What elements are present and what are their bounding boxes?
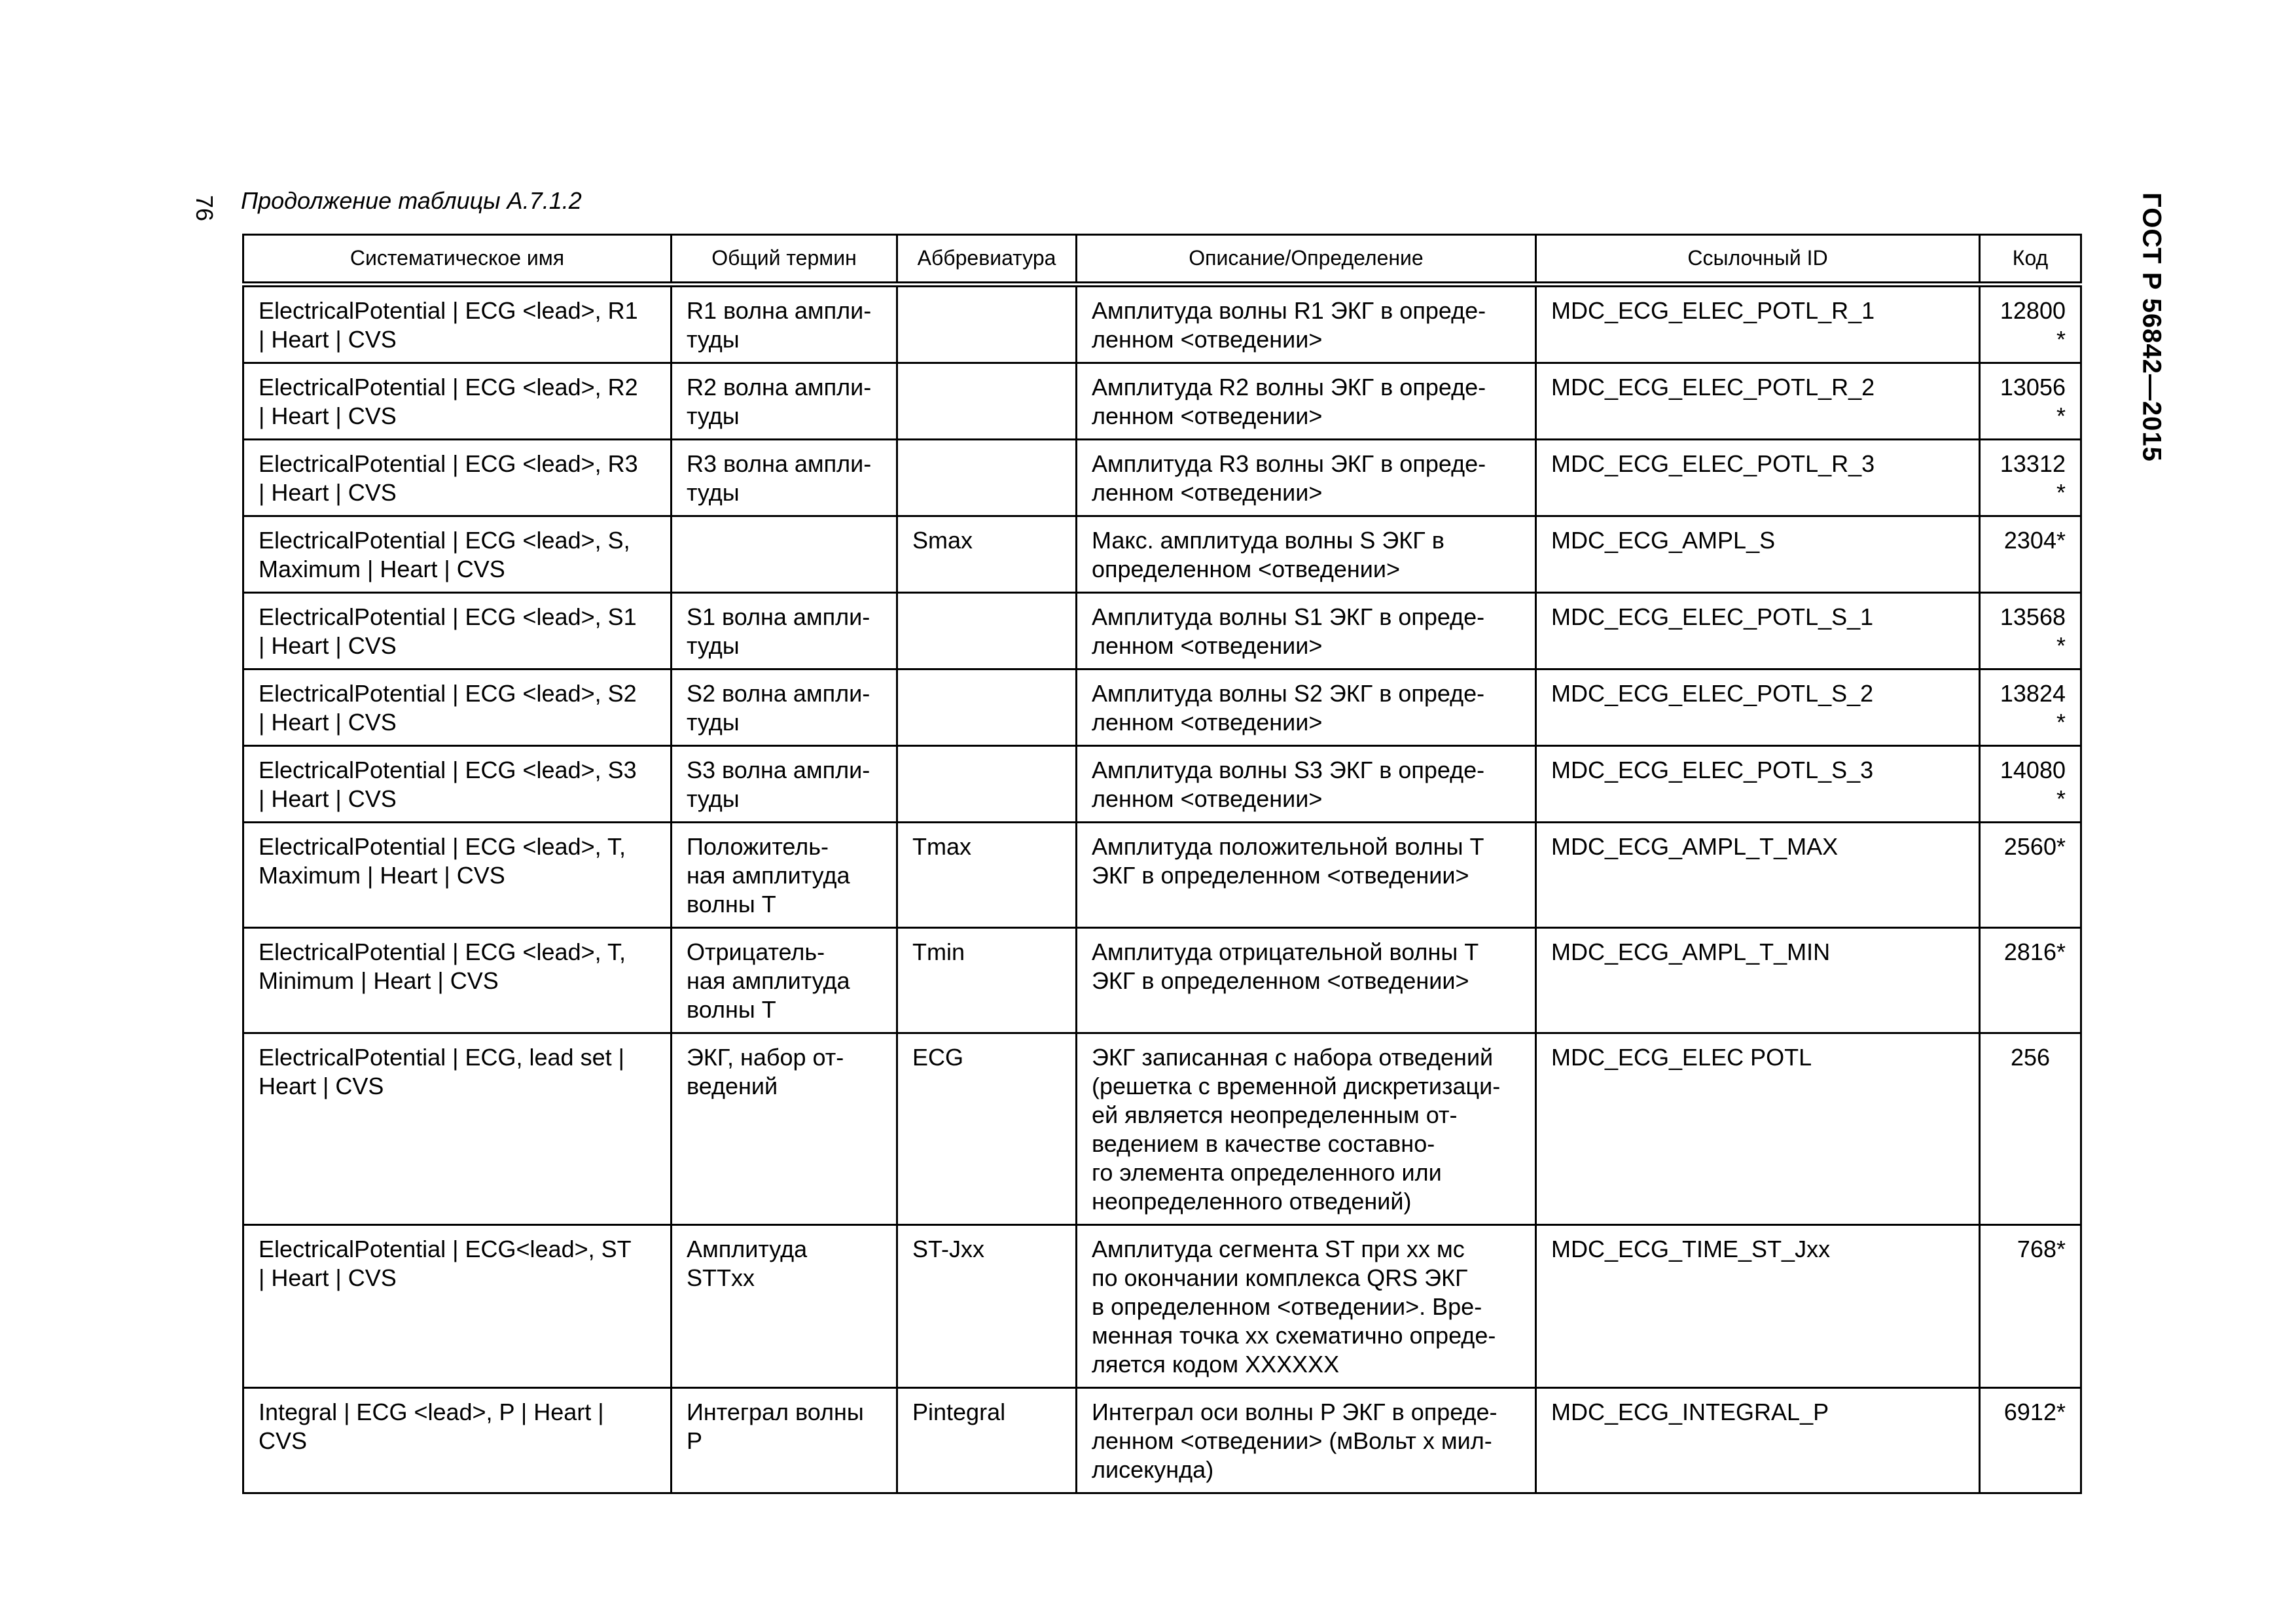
cell-systematic-name: [243, 440, 672, 516]
cell-reference-id-text: MDC_ECG_AMPL_T_MIN: [1551, 938, 1831, 965]
cell-description-text: Амплитуда волны S2 ЭКГ в опреде- ленном <отведении>: [1092, 680, 1485, 736]
table-row: [243, 823, 2081, 928]
cell-reference-id-text: MDC_ECG_ELEC_POTL_S_1: [1551, 603, 1874, 630]
table-row: [243, 1225, 2081, 1388]
cell-reference-id-text: MDC_ECG_ELEC POTL: [1551, 1044, 1812, 1071]
cell-abbreviation: [897, 440, 1077, 516]
cell-reference-id-text: MDC_ECG_TIME_ST_Jxx: [1551, 1236, 1831, 1262]
table-body: [243, 285, 2081, 1493]
cell-description-text: ЭКГ записанная с набора отведений (решетка с временной дискретизаци- ей является неопределенным от- ведением в качестве составно- го элемента определенного или неопределенного отведений): [1092, 1044, 1501, 1215]
cell-description-text: Амплитуда R3 волны ЭКГ в опреде- ленном <отведении>: [1092, 450, 1486, 506]
cell-systematic-name-text: ElectricalPotential | ECG <lead>, T, Maximum | Heart | CVS: [259, 833, 626, 889]
cell-abbreviation-text: Pintegral: [912, 1399, 1006, 1425]
cell-systematic-name: [243, 1388, 672, 1493]
cell-description: [1077, 823, 1536, 928]
cell-abbreviation-text: ECG: [912, 1044, 964, 1071]
cell-reference-id: [1536, 285, 1980, 363]
cell-code: [1980, 1033, 2081, 1225]
cell-systematic-name-text: ElectricalPotential | ECG <lead>, S1 | Heart | CVS: [259, 603, 637, 659]
cell-abbreviation: [897, 823, 1077, 928]
cell-code: [1980, 593, 2081, 669]
table-row: [243, 928, 2081, 1033]
cell-reference-id-text: MDC_ECG_ELEC_POTL_R_1: [1551, 297, 1875, 324]
cell-code-text: 768*: [2017, 1236, 2066, 1262]
cell-description-text: Амплитуда R2 волны ЭКГ в опреде- ленном <отведении>: [1092, 374, 1486, 429]
cell-code-text: 2816*: [2003, 938, 2066, 965]
cell-common-term-text: Интеграл волны P: [687, 1399, 864, 1454]
cell-reference-id: [1536, 440, 1980, 516]
cell-abbreviation: [897, 928, 1077, 1033]
terminology-table: [242, 234, 2082, 1494]
cell-abbreviation: [897, 1033, 1077, 1225]
cell-description-text: Макс. амплитуда волны S ЭКГ в определенном <отведении>: [1092, 527, 1444, 582]
cell-code-text: 2560*: [2003, 833, 2066, 860]
cell-code-text: 256: [2010, 1044, 2051, 1071]
cell-abbreviation-text: Tmax: [912, 833, 971, 860]
cell-systematic-name-text: ElectricalPotential | ECG <lead>, S, Maximum | Heart | CVS: [259, 527, 630, 582]
cell-common-term: [672, 1225, 897, 1388]
cell-abbreviation: [897, 363, 1077, 440]
cell-code-text: 13824*: [2000, 680, 2066, 736]
cell-code: [1980, 746, 2081, 823]
cell-common-term: [672, 285, 897, 363]
cell-reference-id: [1536, 1225, 1980, 1388]
cell-common-term-text: R1 волна ампли- туды: [687, 297, 872, 353]
cell-description-text: Амплитуда волны R1 ЭКГ в опреде- ленном <отведении>: [1092, 297, 1486, 353]
cell-abbreviation: [897, 1225, 1077, 1388]
cell-systematic-name: [243, 1033, 672, 1225]
cell-systematic-name-text: ElectricalPotential | ECG <lead>, R2 | Heart | CVS: [259, 374, 638, 429]
cell-reference-id-text: MDC_ECG_AMPL_S: [1551, 527, 1776, 554]
cell-code: [1980, 823, 2081, 928]
cell-code: [1980, 516, 2081, 593]
cell-systematic-name: [243, 1225, 672, 1388]
cell-common-term: [672, 928, 897, 1033]
cell-systematic-name-text: ElectricalPotential | ECG <lead>, S2 | Heart | CVS: [259, 680, 637, 736]
cell-abbreviation: [897, 1388, 1077, 1493]
cell-systematic-name: [243, 823, 672, 928]
cell-reference-id-text: MDC_ECG_INTEGRAL_P: [1551, 1399, 1829, 1425]
cell-systematic-name: [243, 363, 672, 440]
cell-common-term: [672, 746, 897, 823]
cell-code: [1980, 285, 2081, 363]
cell-code: [1980, 440, 2081, 516]
cell-description: [1077, 1388, 1536, 1493]
cell-description: [1077, 746, 1536, 823]
cell-common-term-text: R3 волна ампли- туды: [687, 450, 872, 506]
cell-systematic-name: [243, 285, 672, 363]
cell-common-term-text: Положитель- ная амплитуда волны Т: [687, 833, 850, 918]
cell-code-text: 13056*: [2000, 374, 2066, 429]
cell-systematic-name-text: ElectricalPotential | ECG, lead set | Heart | CVS: [259, 1044, 624, 1099]
cell-common-term: [672, 363, 897, 440]
cell-common-term-text: ЭКГ, набор от- ведений: [687, 1044, 844, 1099]
cell-description: [1077, 516, 1536, 593]
cell-common-term-text: Отрицатель- ная амплитуда волны Т: [687, 938, 850, 1023]
cell-reference-id: [1536, 746, 1980, 823]
cell-reference-id: [1536, 363, 1980, 440]
cell-systematic-name-text: ElectricalPotential | ECG <lead>, T, Minimum | Heart | CVS: [259, 938, 626, 994]
cell-code-text: 13568*: [2000, 603, 2066, 659]
cell-common-term-text: S2 волна ампли- туды: [687, 680, 870, 736]
cell-description: [1077, 285, 1536, 363]
cell-systematic-name: [243, 928, 672, 1033]
header-description: Описание/Определение: [1077, 235, 1536, 285]
cell-code-text: 14080*: [2000, 757, 2066, 812]
table-row: [243, 1388, 2081, 1493]
cell-common-term: [672, 823, 897, 928]
cell-code: [1980, 1225, 2081, 1388]
table-header: [243, 235, 2081, 285]
cell-common-term: [672, 669, 897, 746]
cell-description-text: Амплитуда волны S1 ЭКГ в опреде- ленном <отведении>: [1092, 603, 1485, 659]
cell-common-term-text: Амплитуда STTxx: [687, 1236, 808, 1291]
cell-description: [1077, 363, 1536, 440]
page-number: 76: [191, 194, 218, 222]
cell-reference-id: [1536, 1388, 1980, 1493]
cell-common-term: [672, 1388, 897, 1493]
cell-reference-id: [1536, 1033, 1980, 1225]
cell-reference-id-text: MDC_ECG_ELEC_POTL_S_2: [1551, 680, 1874, 707]
cell-reference-id: [1536, 516, 1980, 593]
cell-systematic-name: [243, 669, 672, 746]
cell-systematic-name-text: Integral | ECG <lead>, P | Heart | CVS: [259, 1399, 604, 1454]
cell-systematic-name-text: ElectricalPotential | ECG <lead>, S3 | Heart | CVS: [259, 757, 637, 812]
cell-common-term: [672, 440, 897, 516]
cell-common-term: [672, 593, 897, 669]
cell-systematic-name-text: ElectricalPotential | ECG <lead>, R1 | Heart | CVS: [259, 297, 638, 353]
header-code: Код: [1980, 235, 2081, 285]
cell-reference-id: [1536, 823, 1980, 928]
cell-description: [1077, 593, 1536, 669]
standard-designation: ГОСТ Р 56842—2015: [2137, 192, 2166, 462]
cell-reference-id-text: MDC_ECG_ELEC_POTL_S_3: [1551, 757, 1874, 783]
cell-description-text: Амплитуда волны S3 ЭКГ в опреде- ленном <отведении>: [1092, 757, 1485, 812]
cell-systematic-name: [243, 516, 672, 593]
header-row: [243, 235, 2081, 285]
cell-reference-id-text: MDC_ECG_ELEC_POTL_R_3: [1551, 450, 1875, 477]
cell-abbreviation-text: ST-Jxx: [912, 1236, 985, 1262]
table-row: [243, 285, 2081, 363]
table-row: [243, 746, 2081, 823]
cell-description: [1077, 1033, 1536, 1225]
table-caption: Продолжение таблицы А.7.1.2: [241, 187, 582, 214]
header-abbreviation: Аббревиатура: [897, 235, 1077, 285]
cell-systematic-name-text: ElectricalPotential | ECG<lead>, ST | Heart | CVS: [259, 1236, 632, 1291]
cell-reference-id: [1536, 669, 1980, 746]
cell-systematic-name: [243, 593, 672, 669]
table-row: [243, 1033, 2081, 1225]
cell-common-term: [672, 1033, 897, 1225]
cell-common-term-text: S3 волна ампли- туды: [687, 757, 870, 812]
cell-reference-id: [1536, 593, 1980, 669]
cell-code-text: 6912*: [2003, 1399, 2066, 1425]
cell-code: [1980, 669, 2081, 746]
cell-abbreviation: [897, 285, 1077, 363]
cell-code: [1980, 1388, 2081, 1493]
table-row: [243, 593, 2081, 669]
cell-abbreviation: [897, 746, 1077, 823]
cell-code-text: 12800*: [2000, 297, 2066, 353]
cell-reference-id: [1536, 928, 1980, 1033]
cell-systematic-name-text: ElectricalPotential | ECG <lead>, R3 | Heart | CVS: [259, 450, 638, 506]
cell-abbreviation: [897, 516, 1077, 593]
cell-description: [1077, 669, 1536, 746]
header-systematic-name: Систематическое имя: [243, 235, 672, 285]
cell-description-text: Интеграл оси волны P ЭКГ в опреде- ленном <отведении> (мВольт x мил- лисекунда): [1092, 1399, 1498, 1483]
cell-description-text: Амплитуда сегмента ST при xx мс по окончании комплекса QRS ЭКГ в определенном <отведении>. Вре- менная точка xx схематично опреде- ляется кодом XXXXXX: [1092, 1236, 1496, 1378]
header-reference-id: Ссылочный ID: [1536, 235, 1980, 285]
cell-code: [1980, 363, 2081, 440]
cell-code: [1980, 928, 2081, 1033]
cell-reference-id-text: MDC_ECG_AMPL_T_MAX: [1551, 833, 1839, 860]
cell-abbreviation: [897, 669, 1077, 746]
cell-abbreviation: [897, 593, 1077, 669]
header-common-term: Общий термин: [672, 235, 897, 285]
table-row: [243, 516, 2081, 593]
cell-abbreviation-text: Tmin: [912, 938, 965, 965]
cell-code-text: 13312*: [2000, 450, 2066, 506]
cell-systematic-name: [243, 746, 672, 823]
table-row: [243, 363, 2081, 440]
cell-common-term: [672, 516, 897, 593]
cell-description-text: Амплитуда отрицательной волны Т ЭКГ в определенном <отведении>: [1092, 938, 1479, 994]
cell-description: [1077, 928, 1536, 1033]
table-row: [243, 669, 2081, 746]
cell-common-term-text: S1 волна ампли- туды: [687, 603, 870, 659]
cell-description: [1077, 1225, 1536, 1388]
cell-common-term-text: R2 волна ампли- туды: [687, 374, 872, 429]
cell-abbreviation-text: Smax: [912, 527, 973, 554]
cell-description: [1077, 440, 1536, 516]
cell-code-text: 2304*: [2003, 527, 2066, 554]
table-row: [243, 440, 2081, 516]
cell-description-text: Амплитуда положительной волны Т ЭКГ в определенном <отведении>: [1092, 833, 1484, 889]
cell-reference-id-text: MDC_ECG_ELEC_POTL_R_2: [1551, 374, 1875, 401]
